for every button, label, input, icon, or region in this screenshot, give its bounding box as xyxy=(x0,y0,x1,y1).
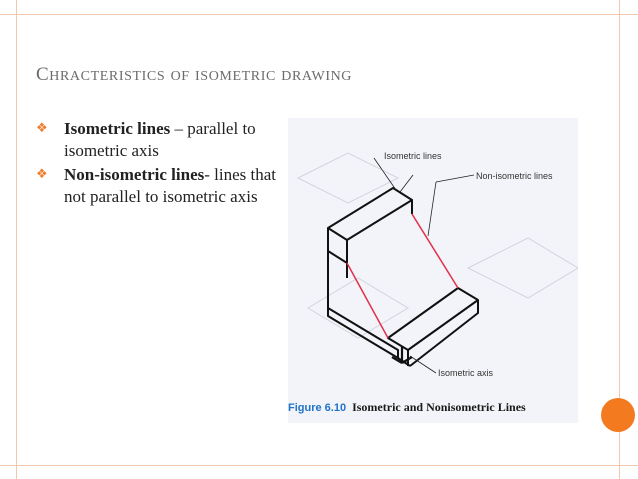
figure-title: Isometric and Nonisometric Lines xyxy=(352,400,526,414)
decorative-orange-circle xyxy=(601,398,635,432)
bullet-description: - lines that not parallel to isometric axis xyxy=(64,165,276,206)
bullet-icon: ❖ xyxy=(36,167,48,182)
title-word: CHRACTERISTICS xyxy=(36,64,166,85)
frame-bottom-line xyxy=(0,465,638,466)
bullet-list xyxy=(36,118,286,208)
title-word: DRAWING xyxy=(281,69,352,84)
non-isometric-lines-label: Non-isometric lines xyxy=(476,171,553,181)
slide-title xyxy=(36,64,596,86)
bullet-term: Non-isometric lines xyxy=(64,165,205,184)
isometric-figure xyxy=(288,118,578,423)
figure-caption xyxy=(288,400,578,415)
bullet-item xyxy=(36,164,286,208)
bullet-term: Isometric lines xyxy=(64,119,171,138)
bullet-item xyxy=(36,118,286,162)
bullet-text xyxy=(64,118,286,162)
isometric-axis-label: Isometric axis xyxy=(438,368,494,378)
title-word: OF xyxy=(170,69,190,84)
bullet-text xyxy=(64,164,286,208)
frame-left-line xyxy=(16,0,17,479)
frame-top-line xyxy=(0,14,638,15)
bullet-description: – parallel to isometric axis xyxy=(64,119,256,160)
isometric-lines-label: Isometric lines xyxy=(384,151,442,161)
bullet-icon: ❖ xyxy=(36,121,48,136)
figure-number: Figure 6.10 xyxy=(288,402,347,414)
title-word: ISOMETRIC xyxy=(195,69,276,84)
isometric-drawing xyxy=(288,118,578,423)
